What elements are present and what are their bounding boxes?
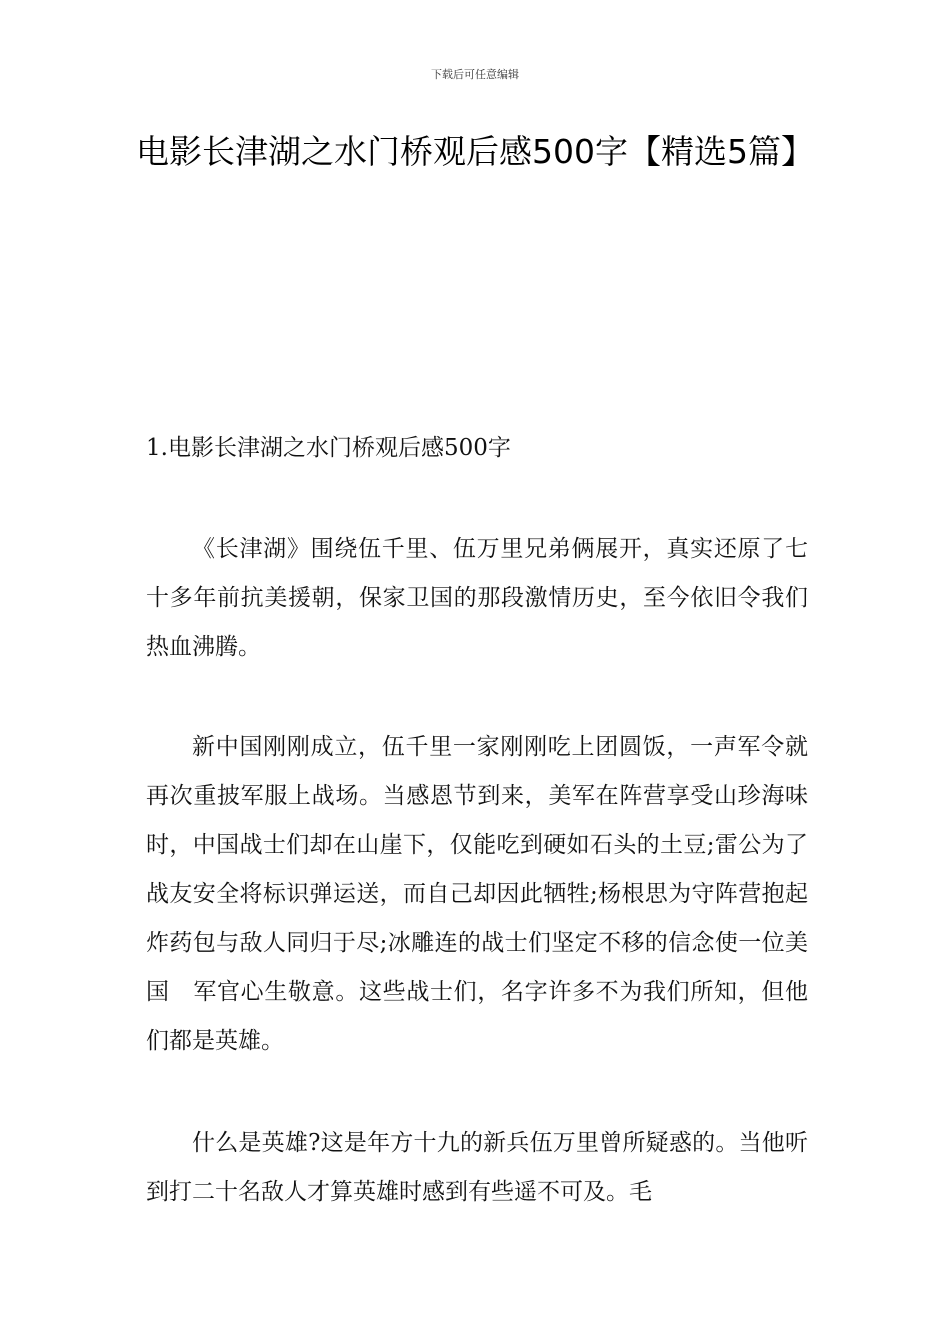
paragraph: 新中国刚刚成立，伍千里一家刚刚吃上团圆饭，一声军令就再次重披军服上战场。当感恩节到来，美军在阵营享受山珍海味时，中国战士们却在山崖下，仅能吃到硬如石头的土豆;雷公为了战友安全将标识弹运送，而自己却因此牺牲;杨根思为守阵营抱起炸药包与敌人同归于尽;冰雕连的战士们坚定不移的信念使一位美国 军官心生敬意。这些战士们，名字许多不为我们所知，但他们都是英雄。 xyxy=(146,734,808,1054)
header-note: 下载后可任意编辑 xyxy=(431,68,519,81)
paragraph: 什么是英雄?这是年方十九的新兵伍万里曾所疑惑的。当他听到打二十名敌人才算英雄时感到有些遥不可及。毛 xyxy=(146,1130,808,1205)
document-title: 电影长津湖之水门桥观后感500字【精选5篇】 xyxy=(136,132,814,171)
section-heading: 1.电影长津湖之水门桥观后感500字 xyxy=(146,435,511,461)
paragraph: 《长津湖》围绕伍千里、伍万里兄弟俩展开，真实还原了七十多年前抗美援朝，保家卫国的那段激情历史，至今依旧令我们热血沸腾。 xyxy=(146,536,808,660)
